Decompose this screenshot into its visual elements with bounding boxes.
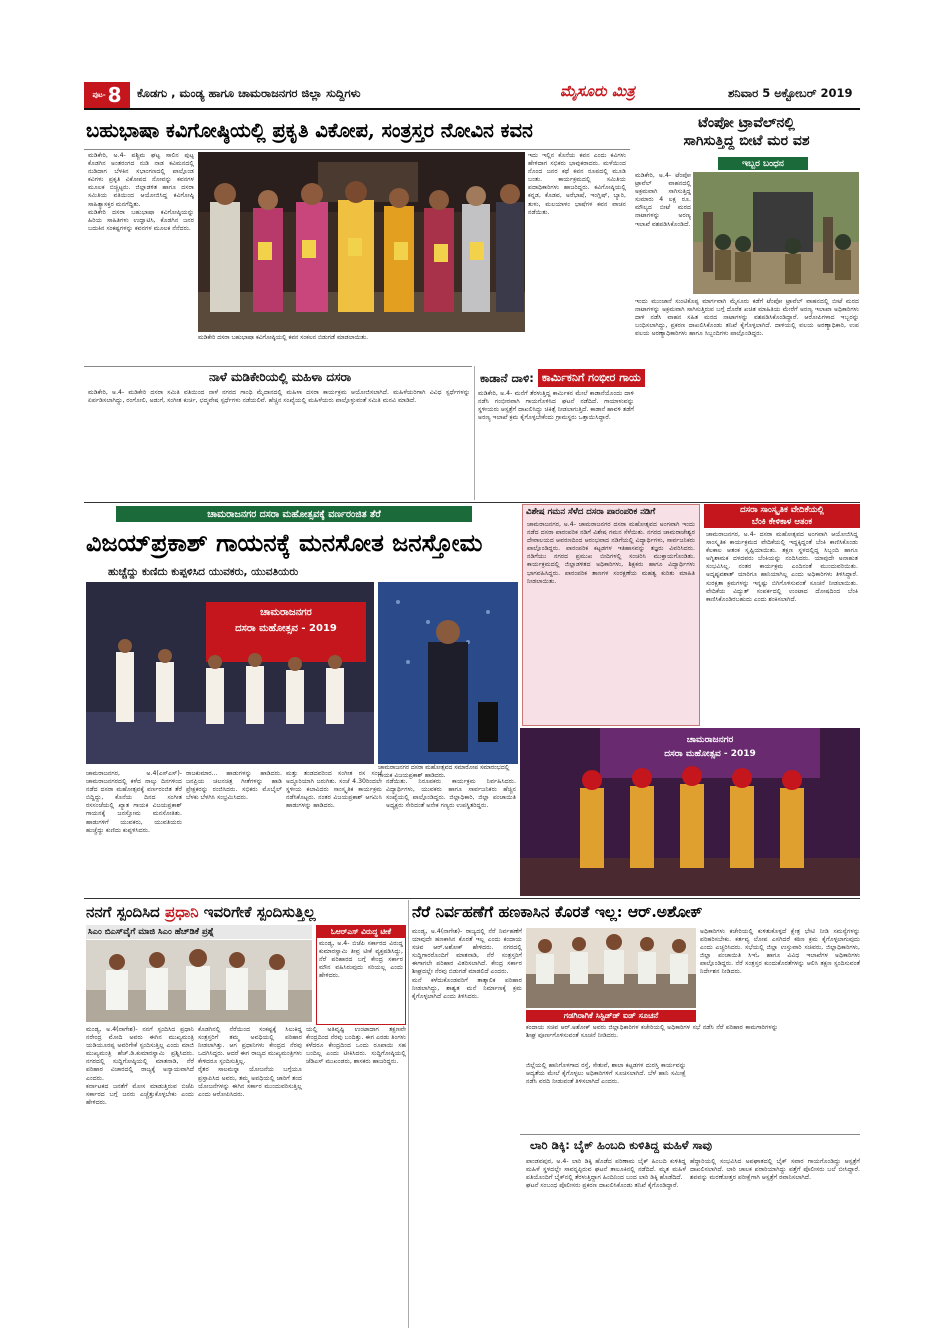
story6-body: ಚಾಮರಾಜನಗರ, ಅ.4- ಚಾಮರಾಜನಗರ ದಸರಾ ಮಹೋತ್ಸವದ ಅಂಗವಾಗಿ ಇಂದು ನಡೆದ ದಸರಾ ಪಾರಂಪರಿಕ ನಡಿಗೆ ವಿಶೇಷ ಗಮನ ಸೆಳೆಯಿತು. ನಗರದ ಚಾಮರಾಜೇಶ್ವರ ದೇವಾಲಯದ ಆವರಣದಿಂದ ಆರಂಭವಾದ ನಡಿಗೆಯಲ್ಲಿ ವಿದ್ಯಾರ್ಥಿಗಳು, ಸಾರ್ವಜನಿಕರು ಪಾಲ್ಗೊಂಡಿದ್ದರು. ಪಾರಂಪರಿಕ ಕಟ್ಟಡಗಳ ಇತಿಹಾಸವನ್ನು ತಜ್ಞರು ವಿವರಿಸಿದರು. ನಡಿಗೆಯು ನಗರದ ಪ್ರಮುಖ ಬೀದಿಗಳಲ್ಲಿ ಸಂಚರಿಸಿ ಮುಕ್ತಾಯಗೊಂಡಿತು. ಕಾರ್ಯಕ್ರಮದಲ್ಲಿ ಜಿಲ್ಲಾಡಳಿತದ ಅಧಿಕಾರಿಗಳು, ಶಿಕ್ಷಕರು ಹಾಗೂ ವಿದ್ಯಾರ್ಥಿಗಳು ಭಾಗವಹಿಸಿದ್ದರು. ಪಾರಂಪರಿಕ ತಾಣಗಳ ಸಂರಕ್ಷಣೆಯ ಮಹತ್ವ ಕುರಿತು ಮಾಹಿತಿ ನೀಡಲಾಯಿತು. [527,521,695,585]
poets-group-photo [198,152,525,332]
story5-photo-caption: ಚಾಮರಾಜನಗರ ದಸರಾ ಮಹೋತ್ಸವದ ಸಮಾರೋಪ ಸಮಾರಂಭದಲ್ಲಿ ಗಾಯಕ ವಿಜಯಪ್ರಕಾಶ್ ಹಾಡಿದರು. [378,764,510,779]
story8-inset-title: ಓಆರ್‌ಎಸ್ ವಿರುದ್ಧ ಟೀಕೆ [317,926,405,938]
story8-subhead: ಸಿಎಂ ಬಿಎಸ್‌ವೈಗೆ ಮಾಜಿ ಸಿಎಂ ಹೆಚ್‌ಡಿಕೆ ಪ್ರಶ್ನೆ [86,925,312,939]
section-title: ಕೊಡಗು , ಮಂಡ್ಯ ಹಾಗೂ ಚಾಮರಾಜನಗರ ಜಿಲ್ಲಾ ಸುದ್ದಿಗಳು [137,86,361,100]
divider [84,149,630,150]
paper-logo: ಮೈಸೂರು ಮಿತ್ರ [560,82,635,100]
story6-headline: ವಿಶೇಷ ಗಮನ ಸೆಳೆದ ದಸರಾ ಪಾರಂಪರಿಕ ನಡಿಗೆ [526,507,656,517]
story2-headline-line1: ಟೆಂಪೋ ಟ್ರಾವೆಲ್‌ನಲ್ಲಿ [698,115,795,131]
story9-photo-title: ಗಡಗಿರಾಗಿಕೆ ಸಿಸ್ಟಿಡ್‌ಡ್‌ ಐಡ್‌ ಸೂಚನೆ [526,1010,696,1022]
officials-meeting-photo [526,928,696,1008]
masthead-rule [84,108,860,110]
story1-headline: ಬಹುಭಾಷಾ ಕವಿಗೋಷ್ಠಿಯಲ್ಲಿ ಪ್ರಕೃತಿ ವಿಕೋಪ, ಸಂತ್ರಸ್ತರ ನೋವಿನ ಕವನ [86,119,533,142]
singer-photo [378,582,518,764]
story2-ribbon: ಇಬ್ಬರ ಬಂಧನ [718,157,808,170]
story8-headline [86,900,402,924]
divider [84,898,860,899]
page-number: 8 [107,83,122,107]
story5-col1: ಚಾಮರಾಜನಗರ, ಅ.4(ಎಸ್‌ಎಸ್)- ಚಾಮರಾಜನಗರದಲ್ಲಿ ಕಳೆದ ನಾಲ್ಕು ದಿನಗಳಿಂದ ನಡೆದ ದಸರಾ ಮಹೋತ್ಸವಕ್ಕೆ ವರ್ಣರಂಜಿತ ತೆರೆ ಬಿದ್ದಿದ್ದು, ಕೊನೆಯ ದಿನದ ಸಂಗೀತ ರಸಸಂಜೆಯಲ್ಲಿ ಖ್ಯಾತ ಗಾಯಕ ವಿಜಯಪ್ರಕಾಶ್ ಗಾಯನಕ್ಕೆ ಜನಸ್ತೋಮ ಮನಸೋತಿತು. ಹಾಡುಗಳಿಗೆ ಯುವಕರು, ಯುವತಿಯರು ಹುಚ್ಚೆದ್ದು ಕುಣಿದು ಕುಪ್ಪಳಿಸಿದರು. [86,770,182,834]
story9-col1: ಮಂಡ್ಯ, ಅ.4(ನಾಗೇಶ)- ರಾಜ್ಯದಲ್ಲಿ ನೆರೆ ನಿರ್ವಹಣೆಗೆ ಯಾವುದೇ ಹಣಕಾಸಿನ ಕೊರತೆ ಇಲ್ಲ ಎಂದು ಕಂದಾಯ ಸಚಿವ ಆರ್.ಅಶೋಕ್ ಹೇಳಿದರು. ನಗರದಲ್ಲಿ ಸುದ್ದಿಗಾರರೊಂದಿಗೆ ಮಾತನಾಡಿ, ನೆರೆ ಸಂತ್ರಸ್ತರಿಗೆ ಈಗಾಗಲೇ ಪರಿಹಾರ ವಿತರಿಸಲಾಗಿದೆ. ಕೇಂದ್ರ ಸರ್ಕಾರ ಶೀಘ್ರದಲ್ಲೇ ನೆರವು ಬಿಡುಗಡೆ ಮಾಡಲಿದೆ ಎಂದರು. ಮನೆ ಕಳೆದುಕೊಂಡವರಿಗೆ ತಾತ್ಕಾಲಿಕ ಪರಿಹಾರ ನೀಡಲಾಗಿದ್ದು, ಶಾಶ್ವತ ಮನೆ ನಿರ್ಮಾಣಕ್ಕೆ ಕ್ರಮ ಕೈಗೊಳ್ಳಲಾಗಿದೆ ಎಂದು ತಿಳಿಸಿದರು. [412,928,522,1000]
story9-col3: ಅಧಿಕಾರಿಗಳು ಕಚೇರಿಯಲ್ಲಿ ಕುಳಿತುಕೊಳ್ಳದೆ ಕ್ಷೇತ್ರ ಭೇಟಿ ನೀಡಿ ಸಮಸ್ಯೆಗಳನ್ನು ಪರಿಹರಿಸಬೇಕು. ಕರ್ತವ್ಯ ಲೋಪ ಎಸಗಿದರೆ ಕಠಿಣ ಕ್ರಮ ಕೈಗೊಳ್ಳಲಾಗುವುದು ಎಂದು ಎಚ್ಚರಿಸಿದರು. ಸಭೆಯಲ್ಲಿ ಜಿಲ್ಲಾ ಉಸ್ತುವಾರಿ ಸಚಿವರು, ಜಿಲ್ಲಾಧಿಕಾರಿಗಳು, ಜಿಲ್ಲಾ ಪಂಚಾಯಿತಿ ಸಿಇಓ ಹಾಗೂ ವಿವಿಧ ಇಲಾಖೆಗಳ ಅಧಿಕಾರಿಗಳು ಪಾಲ್ಗೊಂಡಿದ್ದರು. ನೆರೆ ಸಂತ್ರಸ್ತರ ಕುಂದುಕೊರತೆಗಳನ್ನು ಆಲಿಸಿ ತಕ್ಷಣ ಸ್ಪಂದಿಸುವಂತೆ ನಿರ್ದೇಶನ ನೀಡಿದರು. [700,928,860,976]
story8-col1: ಮಂಡ್ಯ, ಅ.4(ನಾಗೇಶ)- ನನಗೆ ಸ್ಪಂದಿಸಿದ ಪ್ರಧಾನಿ ನರೇಂದ್ರ ಮೋದಿ ಅವರು ಈಗಿನ ಮುಖ್ಯಮಂತ್ರಿ ಯಡಿಯೂರಪ್ಪ ಅವರಿಗೇಕೆ ಸ್ಪಂದಿಸುತ್ತಿಲ್ಲ ಎಂದು ಮಾಜಿ ಮುಖ್ಯಮಂತ್ರಿ ಹೆಚ್.ಡಿ.ಕುಮಾರಸ್ವಾಮಿ ಪ್ರಶ್ನಿಸಿದರು. ನಗರದಲ್ಲಿ ಸುದ್ದಿಗೋಷ್ಠಿಯಲ್ಲಿ ಮಾತನಾಡಿ, ನೆರೆ ಪರಿಹಾರ ವಿಚಾರದಲ್ಲಿ ರಾಜ್ಯಕ್ಕೆ ಅನ್ಯಾಯವಾಗಿದೆ ಎಂದರು. ಕರ್ನಾಟಕದ ಜನತೆಗೆ ಮೋಸ ಮಾಡುತ್ತಿರುವ ಬಿಜೆಪಿ ಸರ್ಕಾರದ ಬಗ್ಗೆ ಜನರು ಎಚ್ಚೆತ್ತುಕೊಳ್ಳಬೇಕು ಎಂದು ಹೇಳಿದರು. [86,1026,194,1106]
story8-headline-part1: ನನಗೆ ಸ್ಪಂದಿಸಿದ [86,903,165,921]
story9-col2: ಜಿಲ್ಲೆಯಲ್ಲಿ ಹಾನಿಗೊಳಗಾದ ರಸ್ತೆ, ಸೇತುವೆ, ಶಾಲಾ ಕಟ್ಟಡಗಳ ದುರಸ್ತಿ ಕಾರ್ಯವನ್ನು ಆದ್ಯತೆಯ ಮೇಲೆ ಕೈಗೊಳ್ಳಲು ಅಧಿಕಾರಿಗಳಿಗೆ ಸೂಚಿಸಲಾಗಿದೆ. ಬೆಳೆ ಹಾನಿ ಸಮೀಕ್ಷೆ ನಡೆಸಿ ವರದಿ ನೀಡುವಂತೆ ತಿಳಿಸಲಾಗಿದೆ ಎಂದರು. [526,1062,686,1086]
story4-headline-prefix: ಕಾಡಾನೆ ದಾಳಿ: [480,370,534,385]
hdk-press-photo [86,940,312,1022]
story9-photo-caption: ಕಂದಾಯ ಸಚಿವ ಆರ್.ಅಶೋಕ್ ಅವರು ಜಿಲ್ಲಾಧಿಕಾರಿಗಳ ಕಚೇರಿಯಲ್ಲಿ ಅಧಿಕಾರಿಗಳ ಸಭೆ ನಡೆಸಿ ನೆರೆ ಪರಿಹಾರ ಕಾಮಗಾರಿಗಳನ್ನು ಶೀಘ್ರ ಪೂರ್ಣಗೊಳಿಸುವಂತೆ ಸೂಚನೆ ನೀಡಿದರು. [526,1024,778,1040]
story2-body: ಇಂದು ಮುಂಜಾನೆ ಸುಂಟಿಕೊಪ್ಪ ಮಾರ್ಗವಾಗಿ ಮೈಸೂರು ಕಡೆಗೆ ಟೆಂಪೋ ಟ್ರಾವೆಲ್ ವಾಹನದಲ್ಲಿ ಬೀಟೆ ಮರದ ನಾಟಾಗಳನ್ನು ಅಕ್ರಮವಾಗಿ ಸಾಗಿಸುತ್ತಿರುವ ಬಗ್ಗೆ ದೊರೆತ ಖಚಿತ ಮಾಹಿತಿಯ ಮೇರೆಗೆ ಅರಣ್ಯ ಇಲಾಖಾ ಅಧಿಕಾರಿಗಳು ದಾಳಿ ನಡೆಸಿ ವಾಹನ ಸಹಿತ ಮರದ ನಾಟಾಗಳನ್ನು ವಶಪಡಿಸಿಕೊಂಡಿದ್ದಾರೆ. ಆರೋಪಿಗಳಾದ ಇಬ್ಬರನ್ನು ಬಂಧಿಸಲಾಗಿದ್ದು, ಪ್ರಕರಣ ದಾಖಲಿಸಿಕೊಂಡು ತನಿಖೆ ಕೈಗೊಳ್ಳಲಾಗಿದೆ. ದಾಳಿಯಲ್ಲಿ ವಲಯ ಅರಣ್ಯಾಧಿಕಾರಿ, ಉಪ ವಲಯ ಅರಣ್ಯಾಧಿಕಾರಿಗಳು ಹಾಗೂ ಸಿಬ್ಬಂದಿಗಳು ಪಾಲ್ಗೊಂಡಿದ್ದರು. [635,298,859,338]
dateline: ಶನಿವಾರ 5 ಅಕ್ಟೋಬರ್ 2019 [728,86,853,100]
divider [84,502,860,503]
story8-inset [316,925,406,1025]
story8-inset-body: ಮಂಡ್ಯ, ಅ.4- ಬಿಜೆಪಿ ಸರ್ಕಾರದ ವಿರುದ್ಧ ಕುಮಾರಸ್ವಾಮಿ ತೀವ್ರ ಟೀಕೆ ವ್ಯಕ್ತಪಡಿಸಿದ್ದು, ನೆರೆ ಪರಿಹಾರದ ಬಗ್ಗೆ ಕೇಂದ್ರ ಸರ್ಕಾರ ಮೌನ ವಹಿಸಿರುವುದು ಸರಿಯಲ್ಲ ಎಂದು ಹೇಳಿದರು. [319,940,403,980]
story5-col2: ರಾಜಕುಮಾರ... ಹಾಡುಗಳನ್ನು ಹಾಡಿದರು. ಜನಪ್ರಿಯ ಚಲನಚಿತ್ರ ಗೀತೆಗಳನ್ನು ಹಾಡಿ ಪ್ರೇಕ್ಷಕರನ್ನು ರಂಜಿಸಿದರು. ಸಭಿಕರು ಮೊಬೈಲ್ ಬೆಳಕು ಬೆಳಗಿಸಿ ಸಂಭ್ರಮಿಸಿದರು. [186,770,282,802]
story2-col1: ಮಡಿಕೇರಿ, ಅ.4- ಟೆಂಪೋ ಟ್ರಾವೆಲ್ ವಾಹನದಲ್ಲಿ ಅಕ್ರಮವಾಗಿ ಸಾಗಿಸುತ್ತಿದ್ದ ಸುಮಾರು 4 ಲಕ್ಷ ರೂ. ಮೌಲ್ಯದ ಬೀಟೆ ಮರದ ನಾಟಾಗಳನ್ನು ಅರಣ್ಯ ಇಲಾಖೆ ವಶಪಡಿಸಿಕೊಂಡಿದೆ. [635,172,691,228]
story6-box [522,504,700,726]
story5-col4: ನಡೆಯಿತು. ನಿರೂಪಕರು ಕಾರ್ಯಕ್ರಮ ನಿರ್ವಹಿಸಿದರು. ವಿದ್ಯಾರ್ಥಿಗಳು, ಯುವಕರು ಹಾಗೂ ಸಾರ್ವಜನಿಕರು ಹೆಚ್ಚಿನ ಸಂಖ್ಯೆಯಲ್ಲಿ ಪಾಲ್ಗೊಂಡಿದ್ದರು. ಜಿಲ್ಲಾಧಿಕಾರಿ, ಜಿಲ್ಲಾ ಪಂಚಾಯಿತಿ ಅಧ್ಯಕ್ಷರು ಸೇರಿದಂತೆ ಅನೇಕ ಗಣ್ಯರು ಉಪಸ್ಥಿತರಿದ್ದರು. [386,778,516,810]
story7-body: ಚಾಮರಾಜನಗರ, ಅ.4- ದಸರಾ ಮಹೋತ್ಸವದ ಅಂಗವಾಗಿ ಆಯೋಜಿಸಿದ್ದ ಸಾಂಸ್ಕೃತಿಕ ಕಾರ್ಯಕ್ರಮದ ವೇದಿಕೆಯಲ್ಲಿ ಇದ್ದಕ್ಕಿದ್ದಂತೆ ಬೆಂಕಿ ಕಾಣಿಸಿಕೊಂಡು ಕೆಲಕಾಲ ಆತಂಕ ಸೃಷ್ಟಿಯಾಯಿತು. ತಕ್ಷಣ ಸ್ಥಳದಲ್ಲಿದ್ದ ಸಿಬ್ಬಂದಿ ಹಾಗೂ ಅಗ್ನಿಶಾಮಕ ದಳದವರು ಬೆಂಕಿಯನ್ನು ನಂದಿಸಿದರು. ಯಾವುದೇ ಅನಾಹುತ ಸಂಭವಿಸಿಲ್ಲ. ನಂತರ ಕಾರ್ಯಕ್ರಮ ಎಂದಿನಂತೆ ಮುಂದುವರಿಯಿತು. ಅದೃಷ್ಟವಶಾತ್ ಯಾರಿಗೂ ಹಾನಿಯಾಗಿಲ್ಲ ಎಂದು ಅಧಿಕಾರಿಗಳು ತಿಳಿಸಿದ್ದಾರೆ. ಸುರಕ್ಷತಾ ಕ್ರಮಗಳನ್ನು ಇನ್ನಷ್ಟು ಬಿಗಿಗೊಳಿಸುವಂತೆ ಸೂಚನೆ ನೀಡಲಾಯಿತು. ವೇದಿಕೆಯ ವಿದ್ಯುತ್ ಸಂಪರ್ಕದಲ್ಲಿ ಉಂಟಾದ ದೋಷದಿಂದ ಬೆಂಕಿ ಕಾಣಿಸಿಕೊಂಡಿರಬಹುದು ಎಂದು ಶಂಕಿಸಲಾಗಿದೆ. [706,531,858,603]
story1-photo [198,152,525,332]
press-meet-photo [86,940,312,1022]
story7-box [704,504,860,726]
story5-col3: ಮತ್ತು ತಂಡದವರಿಂದ ಸಂಗೀತ ರಸ ಸಂಜೆ ಅದ್ಧೂರಿಯಾಗಿ ಜರುಗಿತು. ಸಂಜೆ 4.30ರಿಂದಲೇ ಸ್ಥಳೀಯ ಕಲಾವಿದರು ಸಾಂಸ್ಕೃತಿಕ ಕಾರ್ಯಕ್ರಮ ನಡೆಸಿಕೊಟ್ಟರು. ನಂತರ ವಿಜಯಪ್ರಕಾಶ್ ಆಗಮಿಸಿ ಹಾಡುಗಳನ್ನು ಹಾಡಿದರು. [286,770,382,810]
seized-timber-photo [693,172,859,294]
stage2-banner-line2: ದಸರಾ ಮಹೋತ್ಸವ - 2019 [664,749,756,759]
divider [408,900,409,1328]
stage-banner-line1: ಚಾಮರಾಜನಗರ [260,607,312,618]
story5-subhead: ಹುಚ್ಚೆದ್ದು ಕುಣಿದು ಕುಪ್ಪಳಿಸಿದ ಯುವಕರು, ಯುವತಿಯರು [108,566,299,578]
stage2-banner-line1: ಚಾಮರಾಜನಗರ [686,735,734,745]
story4-headline-suffix: ಕಾರ್ಮಿಕನಿಗೆ ಗಂಭೀರ ಗಾಯ [538,369,645,387]
story10-col1: ಪಾಂಡವಪುರ, ಅ.4- ಲಾರಿ ಡಿಕ್ಕಿ ಹೊಡೆದ ಪರಿಣಾಮ ಬೈಕ್ ಹಿಂಬದಿ ಕುಳಿತಿದ್ದ ಮಹಿಳೆ ಸ್ಥಳದಲ್ಲೇ ಸಾವನ್ನಪ್ಪಿರುವ ಘಟನೆ ತಾಲೂಕಿನಲ್ಲಿ ನಡೆದಿದೆ. ಮೃತ ಮಹಿಳೆ ಪತಿಯೊಂದಿಗೆ ಬೈಕ್‌ನಲ್ಲಿ ತೆರಳುತ್ತಿದ್ದಾಗ ಹಿಂದಿನಿಂದ ಬಂದ ಲಾರಿ ಡಿಕ್ಕಿ ಹೊಡೆದಿದೆ. ಘಟನೆ ಸಂಬಂಧ ಪೊಲೀಸರು ಪ್ರಕರಣ ದಾಖಲಿಸಿಕೊಂಡು ತನಿಖೆ ಕೈಗೊಂಡಿದ್ದಾರೆ. [526,1158,686,1190]
story5-headline: ವಿಜಯ್‌ಪ್ರಕಾಶ್ ಗಾಯನಕ್ಕೆ ಮನಸೋತ ಜನಸ್ತೋಮ [86,528,483,557]
divider [474,366,475,500]
dance-stage-photo [86,582,374,764]
story1-col5: ಇದು ಇಲ್ಲಿನ ಕೊನೆಯ ಕವನ ಎಂದು ಕವಿಗಳು ಹೇಳಿದಾಗ ಸಭಿಕರು ಭಾವುಕರಾದರು. ಮಳೆಯಿಂದ ನೊಂದ ಜನರ ಕಥೆ ಕವನ ರೂಪದಲ್ಲಿ ಮೂಡಿ ಬಂತು. ಕಾರ್ಯಕ್ರಮದಲ್ಲಿ ಸಮಿತಿಯ ಪದಾಧಿಕಾರಿಗಳು ಹಾಜರಿದ್ದರು. ಕವಿಗೋಷ್ಠಿಯಲ್ಲಿ ಕನ್ನಡ, ಕೊಡವ, ಅರೆಭಾಷೆ, ಇಂಗ್ಲಿಷ್, ಬ್ಯಾರಿ, ತುಳು, ಮಲಯಾಳಂ ಭಾಷೆಗಳ ಕವನ ವಾಚನ ನಡೆಯಿತು. [528,152,626,216]
page-number-tag [84,82,130,108]
story1-col1: ಮಡಿಕೇರಿ, ಅ.4- ಪಶ್ಚಿಮ ಘಟ್ಟ ಸಾಲಿನ ಪುಟ್ಟ ಕೊಡಗಿನ ಅಂತರಂಗದ ನುಡಿ ನಾಡ ಕವಿಮನದಲ್ಲಿ ನುಡಿದಾಗ ಬೆಳಕಿನ ಸಭಾಂಗಣದಲ್ಲಿ ಪಾಲ್ಗೊಂಡ ಕವಿಗಳು ಪ್ರಕೃತಿ ವಿಕೋಪದ ನೋವನ್ನು ಕವನಗಳ ಮೂಲಕ ಬಿಚ್ಚಿಟ್ಟರು. ಜಿಲ್ಲಾಡಳಿತ ಹಾಗೂ ದಸರಾ ಸಮಿತಿಯ ವತಿಯಿಂದ ಆಯೋಜಿಸಿದ್ದ ಕವಿಗೋಷ್ಠಿ ಸಾಹಿತ್ಯಾಸಕ್ತರ ಮನಗೆದ್ದಿತು. ಮಡಿಕೇರಿ ದಸರಾ ಬಹುಭಾಷಾ ಕವಿಗೋಷ್ಠಿಯನ್ನು ಹಿರಿಯ ಸಾಹಿತಿಗಳು ಉದ್ಘಾಟಿಸಿ, ಕೊಡಗಿನ ಜನರ ಬದುಕಿನ ಸಂಕಷ್ಟಗಳನ್ನು ಕವನಗಳ ಮೂಲಕ ನೆನೆದರು. [88,152,194,232]
story8-headline-part3: ಇವರಿಗೇಕೆ ಸ್ಪಂದಿಸುತ್ತಿಲ್ಲ [198,903,316,921]
story7-headline-line1: ದಸರಾ ಸಾಂಸ್ಕೃತಿಕ ವೇದಿಕೆಯಲ್ಲಿ [704,504,860,516]
page-prefix: ಪುಟ- [92,90,106,99]
story2-photo [693,172,859,294]
story4-headline [480,368,680,388]
story2-headline-line2: ಸಾಗಿಸುತ್ತಿದ್ದ ಬೀಟೆ ಮರ ವಶ [683,133,810,149]
story5-ribbon: ಚಾಮರಾಜನಗರ ದಸರಾ ಮಹೋತ್ಸವಕ್ಕೆ ವರ್ಣರಂಜಿತ ತೆರೆ [116,506,472,522]
stage-banner-line2: ದಸರಾ ಮಹೋತ್ಸವ - 2019 [235,623,337,634]
story10-headline: ಲಾರಿ ಡಿಕ್ಕಿ: ಬೈಕ್ ಹಿಂಬದಿ ಕುಳಿತಿದ್ದ ಮಹಿಳೆ ಸಾವು [530,1138,713,1152]
story8-col2: ಕೊಡಗಿನಲ್ಲಿ ನೆರೆಯಿಂದ ಸಂಕಷ್ಟಕ್ಕೆ ಸಿಲುಕಿದ್ದ ಸಂತ್ರಸ್ತರಿಗೆ ತಮ್ಮ ಅವಧಿಯಲ್ಲಿ ಪರಿಹಾರ ನೀಡಲಾಗಿತ್ತು. ಆಗ ಪ್ರಧಾನಿಗಳು ಕೇಂದ್ರದ ನೆರವು ಒದಗಿಸಿದ್ದರು. ಆದರೆ ಈಗ ರಾಜ್ಯದ ಮುಖ್ಯಮಂತ್ರಿಗಳು ಕೇಳಿದರೂ ಸ್ಪಂದಿಸುತ್ತಿಲ್ಲ. ರೈತರ ಸಾಲಮನ್ನಾ ಯೋಜನೆಯ ಬಗ್ಗೆಯೂ ಪ್ರಸ್ತಾಪಿಸಿದ ಅವರು, ತಮ್ಮ ಅವಧಿಯಲ್ಲಿ ಜಾರಿಗೆ ತಂದ ಯೋಜನೆಗಳನ್ನು ಈಗಿನ ಸರ್ಕಾರ ಮುಂದುವರಿಸುತ್ತಿಲ್ಲ ಎಂದು ಆರೋಪಿಸಿದರು. [198,1026,302,1098]
vijay-prakash-photo [378,582,518,764]
story2-headline-box [633,114,860,154]
story8-headline-part2: ಪ್ರಧಾನಿ [164,903,199,921]
yakshagana-photo [520,728,860,896]
ashok-meeting-photo [526,928,696,1008]
divider [520,1134,860,1135]
story3-body: ಮಡಿಕೇರಿ, ಅ.4- ಮಡಿಕೇರಿ ದಸರಾ ಸಮಿತಿ ವತಿಯಿಂದ ನಾಳೆ ನಗರದ ಗಾಂಧಿ ಮೈದಾನದಲ್ಲಿ ಮಹಿಳಾ ದಸರಾ ಕಾರ್ಯಕ್ರಮ ಆಯೋಜಿಸಲಾಗಿದೆ. ಮಹಿಳೆಯರಿಗಾಗಿ ವಿವಿಧ ಸ್ಪರ್ಧೆಗಳನ್ನು ಏರ್ಪಡಿಸಲಾಗಿದ್ದು, ರಂಗೋಲಿ, ಅಡುಗೆ, ಸಂಗೀತ ಕುರ್ಚಿ, ಛದ್ಮವೇಷ ಸ್ಪರ್ಧೆಗಳು ನಡೆಯಲಿವೆ. ಹೆಚ್ಚಿನ ಸಂಖ್ಯೆಯಲ್ಲಿ ಮಹಿಳೆಯರು ಪಾಲ್ಗೊಳ್ಳುವಂತೆ ಸಮಿತಿ ಮನವಿ ಮಾಡಿದೆ. [88,389,470,405]
story4-body: ಮಡಿಕೇರಿ, ಅ.4- ಮನೆಗೆ ತೆರಳುತ್ತಿದ್ದ ಕಾರ್ಮಿಕನ ಮೇಲೆ ಕಾಡಾನೆಯೊಂದು ದಾಳಿ ನಡೆಸಿ ಗಂಭೀರವಾಗಿ ಗಾಯಗೊಳಿಸಿದ ಘಟನೆ ನಡೆದಿದೆ. ಗಾಯಾಳುವನ್ನು ಸ್ಥಳೀಯರು ಆಸ್ಪತ್ರೆಗೆ ದಾಖಲಿಸಿದ್ದು ಚಿಕಿತ್ಸೆ ನೀಡಲಾಗುತ್ತಿದೆ. ಕಾಡಾನೆ ಹಾವಳಿ ತಡೆಗೆ ಅರಣ್ಯ ಇಲಾಖೆ ಕ್ರಮ ಕೈಗೊಳ್ಳಬೇಕೆಂದು ಗ್ರಾಮಸ್ಥರು ಒತ್ತಾಯಿಸಿದ್ದಾರೆ. [478,390,634,422]
story1-photo-caption: ಮಡಿಕೇರಿ ದಸರಾ ಬಹುಭಾಷಾ ಕವಿಗೋಷ್ಠಿಯಲ್ಲಿ ಕವನ ಸಂಕಲನ ಬಿಡುಗಡೆ ಮಾಡಲಾಯಿತು. [198,334,369,341]
story7-headline-line2: ಬೆಂಕಿ ಕೇಳಿಕಾಳ ಆತಂಕ [704,516,860,528]
divider [84,366,472,367]
story8-col3: ಯಲ್ಲಿ ಅತಿವೃಷ್ಟಿ ಉಂಟಾದಾಗ ತಕ್ಷಣವೇ ಕೇಂದ್ರದಿಂದ ನೆರವು ಬಂದಿತ್ತು. ಈಗ ಎರಡು ತಿಂಗಳು ಕಳೆದರೂ ಕೇಂದ್ರದಿಂದ ಒಂದು ರೂಪಾಯಿ ಸಹ ಬಂದಿಲ್ಲ ಎಂದು ಟೀಕಿಸಿದರು. ಸುದ್ದಿಗೋಷ್ಠಿಯಲ್ಲಿ ಜೆಡಿಎಸ್ ಮುಖಂಡರು, ಶಾಸಕರು ಹಾಜರಿದ್ದರು. [306,1026,406,1066]
story10-col2: ಹೆದ್ದಾರಿಯಲ್ಲಿ ಸಂಭವಿಸಿದ ಅಪಘಾತದಲ್ಲಿ ಬೈಕ್ ಸವಾರ ಗಾಯಗೊಂಡಿದ್ದು ಆಸ್ಪತ್ರೆಗೆ ದಾಖಲಿಸಲಾಗಿದೆ. ಲಾರಿ ಚಾಲಕ ಪರಾರಿಯಾಗಿದ್ದು ಪತ್ತೆಗೆ ಪೊಲೀಸರು ಬಲೆ ಬೀಸಿದ್ದಾರೆ. ಶವವನ್ನು ಮರಣೋತ್ತರ ಪರೀಕ್ಷೆಗಾಗಿ ಆಸ್ಪತ್ರೆಗೆ ರವಾನಿಸಲಾಗಿದೆ. [690,1158,860,1182]
story9-headline: ನೆರೆ ನಿರ್ವಹಣೆಗೆ ಹಣಕಾಸಿನ ಕೊರತೆ ಇಲ್ಲ: ಆರ್.ಅಶೋಕ್ [412,902,703,921]
story3-headline: ನಾಳೆ ಮಡಿಕೇರಿಯಲ್ಲಿ ಮಹಿಳಾ ದಸರಾ [208,370,352,384]
